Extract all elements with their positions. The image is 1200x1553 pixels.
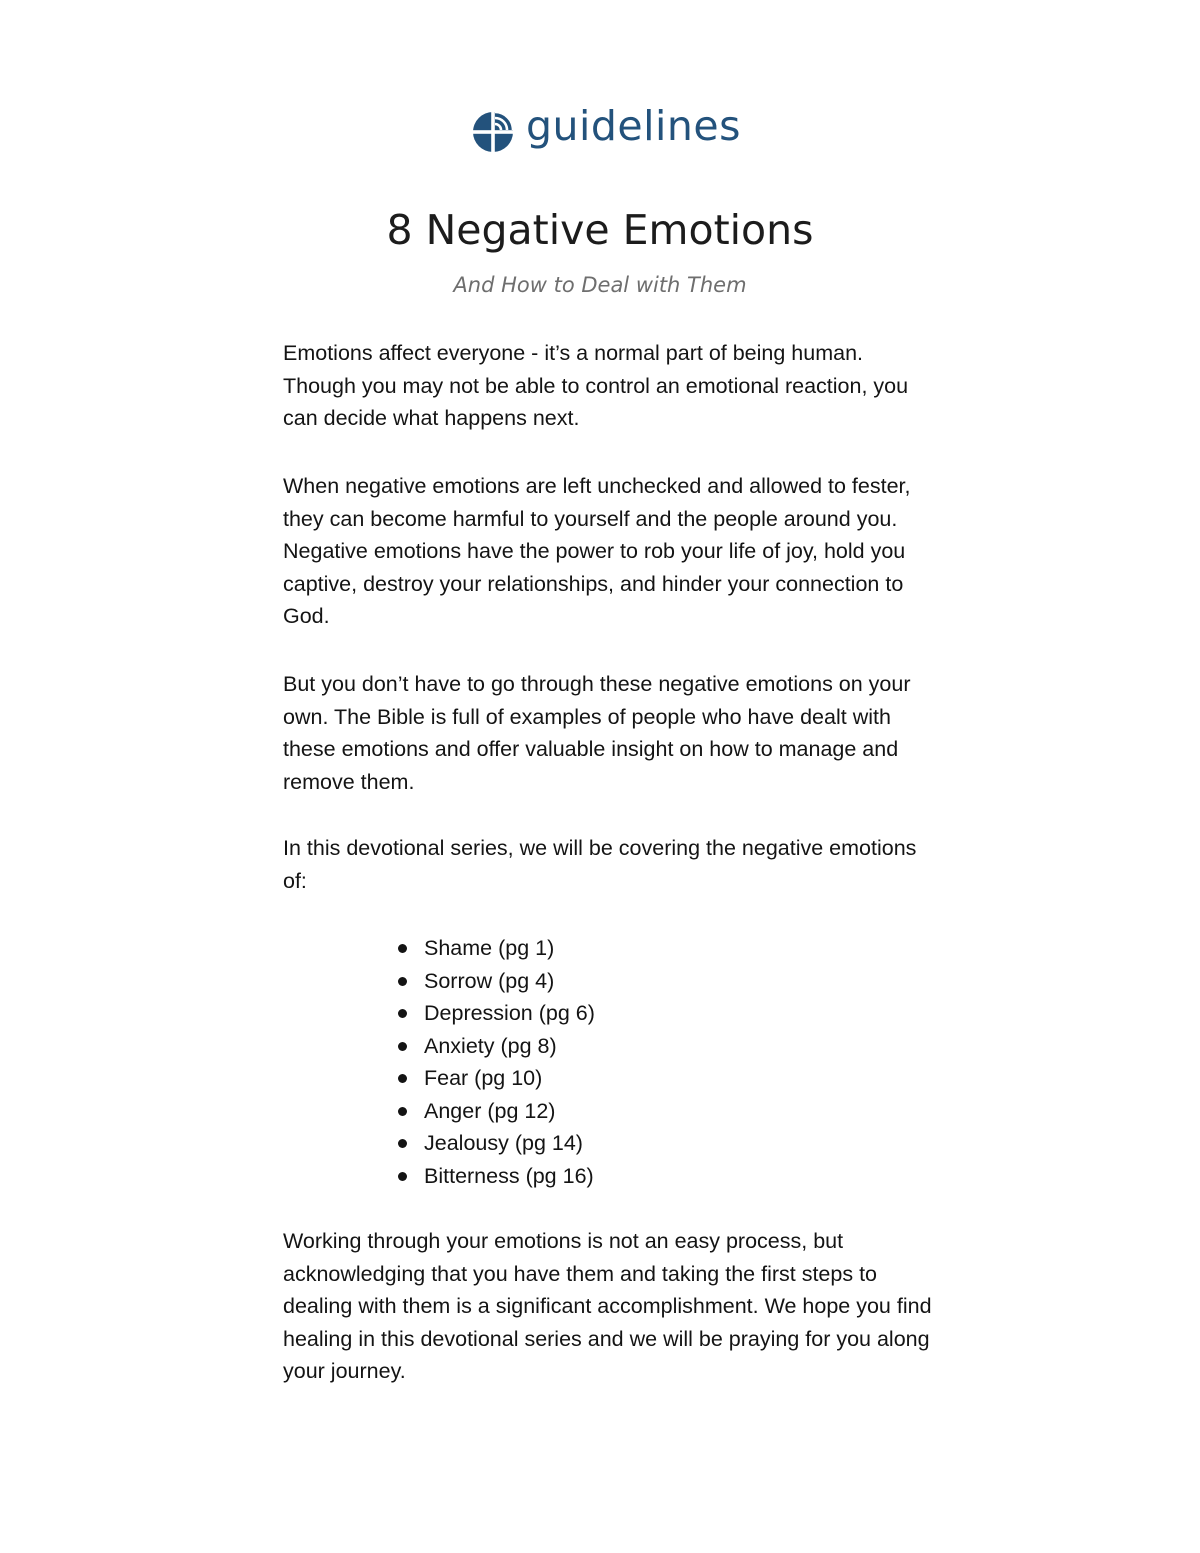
brand-name: guidelines xyxy=(526,102,742,150)
brand-logo xyxy=(472,104,741,156)
bullet-icon xyxy=(398,1139,407,1148)
bullet-icon xyxy=(398,977,407,986)
document-title: 8 Negative Emotions xyxy=(386,206,814,254)
bullet-icon xyxy=(398,1107,407,1116)
list-item xyxy=(398,1030,595,1063)
list-item-label: Jealousy (pg 14) xyxy=(424,1131,583,1155)
list-item xyxy=(398,1127,595,1160)
bullet-icon xyxy=(398,1172,407,1181)
document-subtitle: And How to Deal with Them xyxy=(453,273,747,297)
bullet-icon xyxy=(398,1042,407,1051)
list-item-label: Sorrow (pg 4) xyxy=(424,968,555,993)
list-item xyxy=(398,1095,595,1128)
list-item-label: Shame (pg 1) xyxy=(424,936,555,960)
list-item xyxy=(398,965,595,998)
guidelines-globe-broadcast-icon xyxy=(472,107,518,153)
list-item xyxy=(398,932,595,965)
bullet-icon xyxy=(398,944,407,953)
list-item-label: Depression (pg 6) xyxy=(424,1001,595,1025)
series-intro-paragraph: In this devotional series, we will be covering the negative emotions of: xyxy=(283,836,917,893)
list-item-label: Anxiety (pg 8) xyxy=(424,1033,557,1058)
bullet-icon xyxy=(398,1074,407,1083)
list-item xyxy=(398,997,595,1030)
intro-paragraph: Emotions affect everyone - it’s a normal part of being human. Though you may not be able to control an emotional reaction, you can decide what happens next. xyxy=(283,341,909,430)
list-item-label: Anger (pg 12) xyxy=(424,1098,556,1123)
list-item-label: Bitterness (pg 16) xyxy=(424,1163,594,1188)
bullet-icon xyxy=(398,1009,407,1018)
list-item-label: Fear (pg 10) xyxy=(424,1066,543,1090)
negative-emotions-paragraph: When negative emotions are left unchecked and allowed to fester, they can become harmful to yourself and the people around you. Negative emotions have the power to rob your life of joy, hold you captive, destroy your relationships, and hinder your connection to God. xyxy=(283,474,911,628)
list-item xyxy=(398,1160,595,1193)
bible-paragraph: But you don’t have to go through these negative emotions on your own. The Bible is full of examples of people who have dealt with these emotions and offer valuable insight on how to manage and remove them. xyxy=(283,672,911,794)
closing-paragraph: Working through your emotions is not an easy process, but acknowledging that you have them and taking the first steps to dealing with them is a significant accomplishment. We hope you find healing in this devotional series and we will be praying for you along your journey. xyxy=(283,1229,932,1383)
emotion-list xyxy=(398,932,595,1192)
list-item xyxy=(398,1062,595,1095)
